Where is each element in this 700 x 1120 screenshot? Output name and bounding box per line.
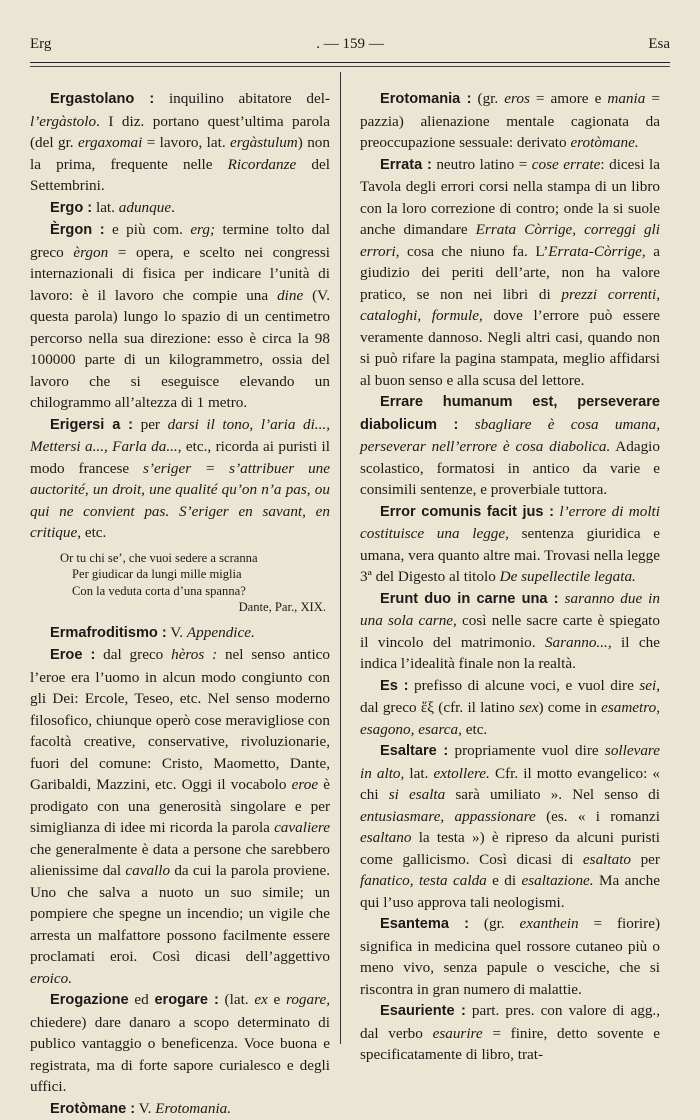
entry-italic-text: eros: [504, 90, 530, 107]
entry-text: dove l’errore può essere veramente dannoso. Negli altri casi, quando non si può rifare la pagina stampata, meglio affidarsi al buon senso e alla scusa del lettore.: [360, 307, 660, 389]
entry-text: = lavoro, lat.: [142, 134, 230, 151]
entry-text: per: [631, 851, 660, 868]
dictionary-entry: [360, 913, 660, 1000]
header-left-guide-word: Erg: [30, 36, 51, 53]
entry-italic-text: dine: [277, 287, 303, 304]
entry-italic-text: sei,: [639, 677, 660, 694]
entry-text: da cui la parola proviene. Uno che salva a nuoto un suo simile; un pompiere che spegne un incendio; un vigile che arresta un malfattore possono facilmente essere proclamati eroi. Così dicasi dell’aggettivo: [30, 862, 330, 965]
entry-italic-text: darsi il tono, l’aria di..., Mettersi a..., Farla da...: [30, 416, 330, 456]
entry-italic-text: Erotomania.: [155, 1100, 231, 1117]
entry-text: V.: [135, 1100, 155, 1117]
entry-italic-text: erg;: [190, 221, 215, 238]
dictionary-entry: [360, 154, 660, 392]
entry-italic-text: erotòmane.: [570, 134, 638, 151]
entry-text: termine tolto dal greco: [30, 221, 330, 261]
entry-text: etc.: [462, 721, 487, 738]
entry-italic-text: prezzi correnti, cataloghi, formule,: [360, 286, 660, 325]
poetry-quotation: [60, 550, 330, 616]
entry-text: dal greco: [95, 646, 171, 663]
entry-text: part. pres. con valore di agg., dal verbo: [360, 1002, 660, 1042]
entry-italic-text: entusiasmare, appassionare: [360, 808, 536, 825]
entry-headword: Es :: [380, 678, 408, 694]
quote-line: Con la veduta corta d’una spanna?: [60, 583, 330, 600]
entry-text: = amore e: [530, 90, 608, 107]
entry-italic-text: adunque: [119, 199, 171, 216]
entry-text: a giudizio dei periti dell’arte, non ha valore pratico, se non nei libri di: [360, 243, 660, 303]
entry-headword: Erigersi a :: [50, 417, 133, 433]
entry-italic-text: extollere.: [433, 765, 489, 782]
entry-italic-text: Errata-Còrrige,: [548, 243, 645, 260]
entry-text: sarà umiliato ». Nel senso di: [445, 786, 660, 803]
quote-source: Dante, Par., XIX.: [60, 599, 330, 616]
dictionary-entry: [360, 88, 660, 154]
entry-text: Adagio scolastico, formatosi in antico da varie e consimili sentenze, e proverbiale tuttora.: [360, 438, 660, 498]
entry-text: prefisso di alcune voci, e vuol dire: [408, 677, 639, 694]
entry-text: : dicesi la Tavola degli errori corsi nella stampa di un libro con la loro correzione di contro; onde la si suole anche dimandare: [360, 156, 660, 239]
entry-italic-text: saranno due in una sola carne,: [360, 590, 660, 630]
entry-text: ) come in: [538, 699, 601, 716]
dictionary-entry: [360, 1000, 660, 1066]
entry-text: neutro latino =: [432, 156, 532, 173]
entry-italic-text: hèros :: [171, 646, 217, 663]
entry-italic-text: l’errore di molti costituisce una legge,: [360, 503, 660, 543]
entry-text: e: [268, 991, 286, 1008]
entry-italic-text: s’eriger = s’attribuer une auctorité, un droit, une qualité qu’on n’a pas, ou qui ne convient pas. S’eriger en savant, en critique: [30, 460, 330, 542]
dictionary-entry: [30, 219, 330, 414]
entry-italic-text: èrgon: [73, 244, 108, 261]
running-header: [30, 32, 670, 60]
entry-italic-text: Ricordanze: [228, 156, 297, 173]
entry-text: = opera, e scelto nei congressi internazionali di fisica per indicare l’unità di lavoro: è il lavoro che compie una: [30, 244, 330, 304]
entry-text: la testa ») è ripreso da alcuni puristi come gallicismo. Così dicasi di: [360, 829, 660, 868]
entry-text: = finire, detto sovente e specificatamente di libro, trat-: [360, 1025, 660, 1064]
quote-line: Per giudicar da lungi mille miglia: [60, 566, 330, 583]
entry-italic-text: sex: [519, 699, 538, 716]
entry-italic-text: mania: [607, 90, 645, 107]
entry-italic-text: fanatico, testa calda: [360, 872, 487, 889]
entry-text: propriamente vuol dire: [448, 742, 605, 759]
entry-text: è prodigato con una generosità singolare e per simiglianza di idee mi ricorda la parola: [30, 776, 330, 836]
dictionary-entry: [360, 501, 660, 588]
entry-text: lat.: [92, 199, 119, 216]
dictionary-entry: [30, 989, 330, 1098]
entry-italic-text: cavaliere: [274, 819, 330, 836]
entry-headword: Erogazione: [50, 992, 129, 1008]
dictionary-entry: [360, 588, 660, 675]
entry-text: (V. questa parola) lungo lo spazio di un centimetro percorso nella sua direzione: esso è circa la 98 100000 parte di un kilogrammetro, ossia del lavoro che si eseguisce elevando un chilogrammo all’altezza di 1 metro.: [30, 287, 330, 412]
header-rule: [30, 62, 670, 63]
entry-text: così nelle sacre carte è spiegato il vincolo del matrimonio.: [360, 612, 660, 651]
entry-italic-text: ergàstulum: [230, 134, 298, 151]
entry-italic-text: Appendice.: [187, 624, 255, 641]
entry-headword: Èrgon :: [50, 222, 105, 238]
entry-headword: Eroe :: [50, 647, 95, 663]
entry-text: (gr.: [469, 915, 520, 932]
entry-text: . I diz. portano quest’ultima parola (del gr.: [30, 113, 330, 152]
entry-text: cosa che niuno fa. L’: [400, 243, 549, 260]
dictionary-entry: [30, 88, 330, 197]
entry-text: Ma anche qui l’uso approva tali neologismi.: [360, 872, 660, 911]
entry-italic-text: esaltato: [583, 851, 631, 868]
entry-italic-text: rogare,: [286, 991, 330, 1008]
entry-headword: Esaltare :: [380, 743, 448, 759]
entry-headword: Erunt duo in carne una :: [380, 591, 559, 607]
entry-text: e più com.: [105, 221, 191, 238]
right-column: [360, 88, 660, 1066]
entry-text: il che indica l’idealità finale non la realtà.: [360, 634, 660, 673]
entry-headword: Ergastolano :: [50, 91, 154, 107]
entry-text: (gr.: [471, 90, 504, 107]
entry-text: = fiorire) significa in medicina quel rossore cutaneo più o meno vivo, senza papule o vesciche, che si riscontra in gran numero di malattie.: [360, 915, 660, 998]
entry-italic-text: eroe: [292, 776, 318, 793]
entry-italic-text: Saranno...,: [545, 634, 612, 651]
header-right-guide-word: Esa: [648, 36, 670, 53]
entry-headword: Erotomania :: [380, 91, 471, 107]
entry-text: .: [171, 199, 175, 216]
entry-italic-text: cose errate: [532, 156, 601, 173]
entry-italic-text: sollevare in alto,: [360, 742, 660, 782]
column-divider: [340, 72, 341, 1044]
entry-headword: Esauriente :: [380, 1003, 466, 1019]
entry-italic-text: l’ergàstolo: [30, 113, 96, 130]
entry-headword: Erotòmane :: [50, 1101, 135, 1117]
page-number: . — 159 —: [30, 36, 670, 53]
entry-italic-text: eroico.: [30, 970, 72, 987]
entry-text: inquilino abitatore del-: [154, 90, 330, 107]
entry-italic-text: De supellectile legata.: [500, 568, 636, 585]
entry-headword-variant: erogare :: [154, 992, 218, 1008]
entry-text: e di: [487, 872, 522, 889]
entry-italic-text: ergaxomai: [78, 134, 142, 151]
entry-text: per: [133, 416, 168, 433]
entry-italic-text: esaltazione.: [521, 872, 593, 889]
entry-text: nel senso antico l’eroe era l’uomo in alcun modo congiunto con gli Dei: Ercole, Teseo, etc. Nel senso moderno filosofico, chiunque operò cose meravigliose con facoltà creative, conservative, rivoluzionarie, fuori del comune: Cristo, Maometto, Dante, Garibaldi, Mazzini, etc. Oggi il vocabolo: [30, 646, 330, 793]
entry-headword: Error comunis facit jus :: [380, 504, 554, 520]
left-column: [30, 88, 330, 1120]
entry-italic-text: exanthein: [520, 915, 579, 932]
entry-text: = pazzia) alienazione mentale cagionata da preoccupazione sessuale: derivato: [360, 90, 660, 151]
entry-italic-text: esaurire: [433, 1025, 483, 1042]
header-rule-thin: [30, 66, 670, 67]
entry-text: (es. « i romanzi: [536, 808, 660, 825]
entry-text: ed: [129, 991, 155, 1008]
quote-line: Or tu chi se’, che vuoi sedere a scranna: [60, 550, 330, 567]
dictionary-entry: [30, 1098, 330, 1120]
entry-headword: Ergo :: [50, 200, 92, 216]
entry-italic-text: si esalta: [389, 786, 446, 803]
entry-text: [458, 416, 474, 433]
entry-text: dal greco ἕξ (cfr. il latino: [360, 699, 519, 716]
entry-italic-text: sbagliare è cosa umana, perseverar nell’errore è cosa diabolica.: [360, 416, 660, 456]
entry-text: sentenza giuridica e umana, vera quanto altre mai. Trovasi nella legge 3ª del Digesto al titolo: [360, 525, 660, 585]
entry-text: , etc.: [77, 524, 106, 541]
entry-italic-text: esametro, esagono, esarca,: [360, 699, 660, 738]
entry-italic-text: ex: [254, 991, 267, 1008]
entry-text: Cfr. il motto evangelico: « chi: [360, 765, 660, 804]
entry-headword: Ermafroditismo :: [50, 625, 167, 641]
entry-text: (lat.: [219, 991, 254, 1008]
entry-text: , etc., ricorda ai puristi il modo francese: [30, 438, 330, 477]
entry-text: lat.: [404, 765, 433, 782]
entry-italic-text: esaltano: [360, 829, 411, 846]
entry-headword: Esantema :: [380, 916, 469, 932]
entry-headword: Errare humanum est, perseverare diabolicum :: [360, 394, 660, 433]
dictionary-entry: [30, 197, 330, 220]
entry-text: del Settembrini.: [30, 156, 330, 195]
entry-headword: Errata :: [380, 157, 432, 173]
dictionary-entry: [30, 644, 330, 989]
entry-italic-text: Errata Còrrige, correggi gli errori,: [360, 221, 660, 260]
dictionary-entry: [30, 622, 330, 645]
entry-text: ) non la prima, frequente nelle: [30, 134, 330, 173]
entry-text: che generalmente è data a persone che sarebbero alienissime dal: [30, 841, 330, 880]
entry-text: V.: [167, 624, 187, 641]
dictionary-entry: [30, 414, 330, 544]
dictionary-entry: [360, 675, 660, 741]
entry-text: chiedere) dare danaro a scopo determinato di publico vantaggio o beneficenza. Voce buona e registrata, ma di forte sapore curialesco e degli uffici.: [30, 1014, 330, 1096]
dictionary-entry: [360, 740, 660, 913]
entry-italic-text: cavallo: [125, 862, 170, 879]
dictionary-entry: [360, 391, 660, 501]
